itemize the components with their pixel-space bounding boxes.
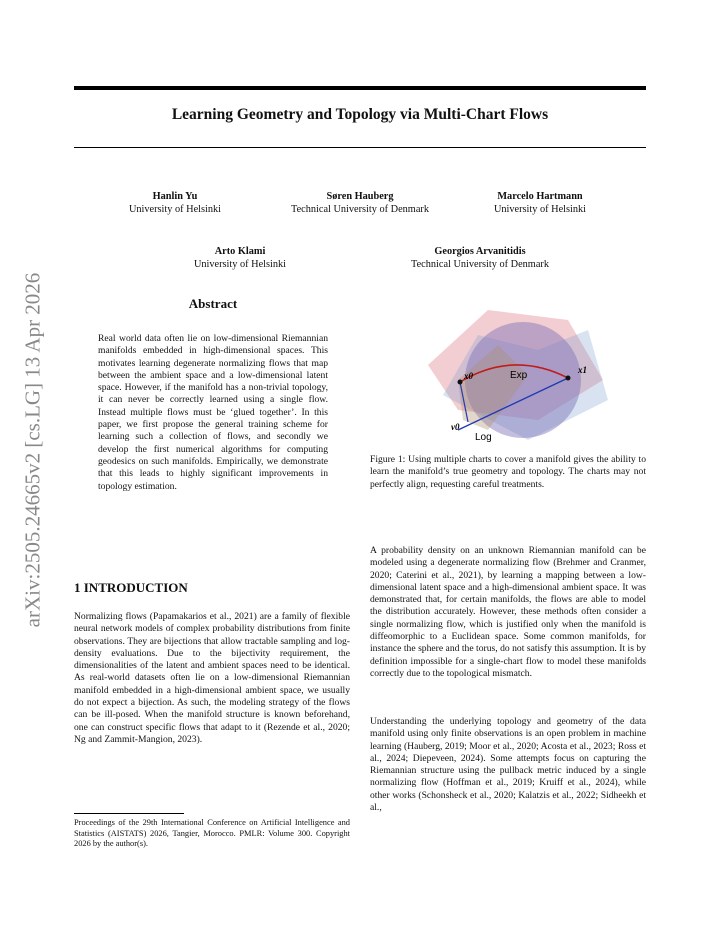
author-affil: University of Helsinki <box>128 204 222 215</box>
abstract-text: Real world data often lie on low-dimensional Riemannian manifolds embedded in high-dimensional spaces. This motivates learning degenerate normalizing flows that map between the ambient space and a low-dimensional latent space. However, if the manifold has a non-trivial topology, it can never be correctly learned using a single flow. Instead multiple flows must be ‘glued together’. In this paper, we first propose the general training scheme for learning such a collection of flows, and secondly we develop the first numerical algorithms for computing geodesics on such manifolds. Empirically, we demonstrate that this leads to highly significant improvements in topology estimation. <box>98 333 328 492</box>
arxiv-id: arXiv:2505.24665v2 [cs.LG] 13 Apr 2026 <box>20 272 45 628</box>
footnote: Proceedings of the 29th International Conference on Artificial Intelligence and Statistics (AISTATS) 2026, Tangier, Morocco. PMLR: Volume 300. Copyright 2026 by the author(s). <box>74 818 350 849</box>
author-affil: Technical University of Denmark <box>291 204 429 215</box>
author-block <box>270 190 450 216</box>
figure-caption: Figure 1: Using multiple charts to cover a manifold gives the ability to learn the manifold’s true geometry and topology. The charts may not perfectly align, requesting careful treatments. <box>370 454 646 490</box>
point-x1 <box>566 376 571 381</box>
author-block <box>465 190 615 216</box>
author-name: Hanlin Yu <box>152 191 198 202</box>
author-affil: University of Helsinki <box>493 204 587 215</box>
author-block <box>160 245 320 271</box>
right-paragraph-2: Understanding the underlying topology and geometry of the data manifold using only finite observations is an open problem in machine learning (Hauberg, 2019; Moor et al., 2020; Acosta et al., 2023; Ross et al., 2024; Diepeveen, 2024). Some attempts focus on capturing the Riemannian structure using the pullback metric induced by a single normalizing flow (Hoffman et al., 2019; Kruiff et al., 2024), while other works (Schonsheck et al., 2020; Kalatzis et al., 2022; Sidheekh et al., <box>370 716 646 814</box>
arxiv-stamp <box>18 260 48 640</box>
label-exp: Exp <box>510 370 528 381</box>
label-v0: v0 <box>451 422 460 432</box>
figure-1 <box>418 290 618 450</box>
footnote-rule <box>74 813 184 814</box>
author-name: Søren Hauberg <box>326 191 394 202</box>
paper-title: Learning Geometry and Topology via Multi-Chart Flows <box>171 106 549 123</box>
author-name: Georgios Arvanitidis <box>434 246 526 257</box>
title-rule <box>74 147 646 148</box>
author-affil: University of Helsinki <box>193 259 287 270</box>
right-paragraph-1: A probability density on an unknown Riemannian manifold can be modeled using a degenerate normalizing flow (Brehmer and Cranmer, 2020; Caterini et al., 2021), by learning a mapping between a low-dimensional latent space and a high-dimensional ambient space. It was demonstrated that, for certain manifolds, the flows are able to model the distribution accurately. However, these methods often consider a single normalizing flow, which is justified only when the manifold is diffeomorphic to a Euclidean space. Some common manifolds, for instance the sphere and the torus, do not satisfy this assumption. It is by definition impossible for a single-chart flow to model these manifolds correctly due to the topological mismatch. <box>370 545 646 679</box>
abstract-heading: Abstract <box>188 296 238 311</box>
author-name: Arto Klami <box>214 246 266 257</box>
label-x1: x1 <box>578 365 587 375</box>
top-rule <box>74 86 646 90</box>
label-x0: x0 <box>464 371 473 381</box>
author-affil: Technical University of Denmark <box>411 259 549 270</box>
point-x0 <box>458 380 463 385</box>
author-block <box>100 190 250 216</box>
label-log: Log <box>475 432 492 443</box>
author-name: Marcelo Hartmann <box>497 191 583 202</box>
intro-paragraph: Normalizing flows (Papamakarios et al., 2021) are a family of flexible neural network models of complex probability distributions from finite observations. They are bijections that allow tractable sampling and log-density evaluations. Due to the bijectivity requirement, the dimensionalities of the latent and ambient spaces need to be identical. As real-world datasets often lie on a low-dimensional Riemannian manifold embedded in a high-dimensional ambient space, we usually do not expect a bijection. As such, the modeling strategy of the flows can be ill-posed. When the manifold structure is known beforehand, one can construct specific flows that adapt to it (Rezende et al., 2020; Ng and Zammit-Mangion, 2023). <box>74 611 350 745</box>
section-heading: 1 INTRODUCTION <box>74 580 188 595</box>
author-block <box>385 245 575 271</box>
